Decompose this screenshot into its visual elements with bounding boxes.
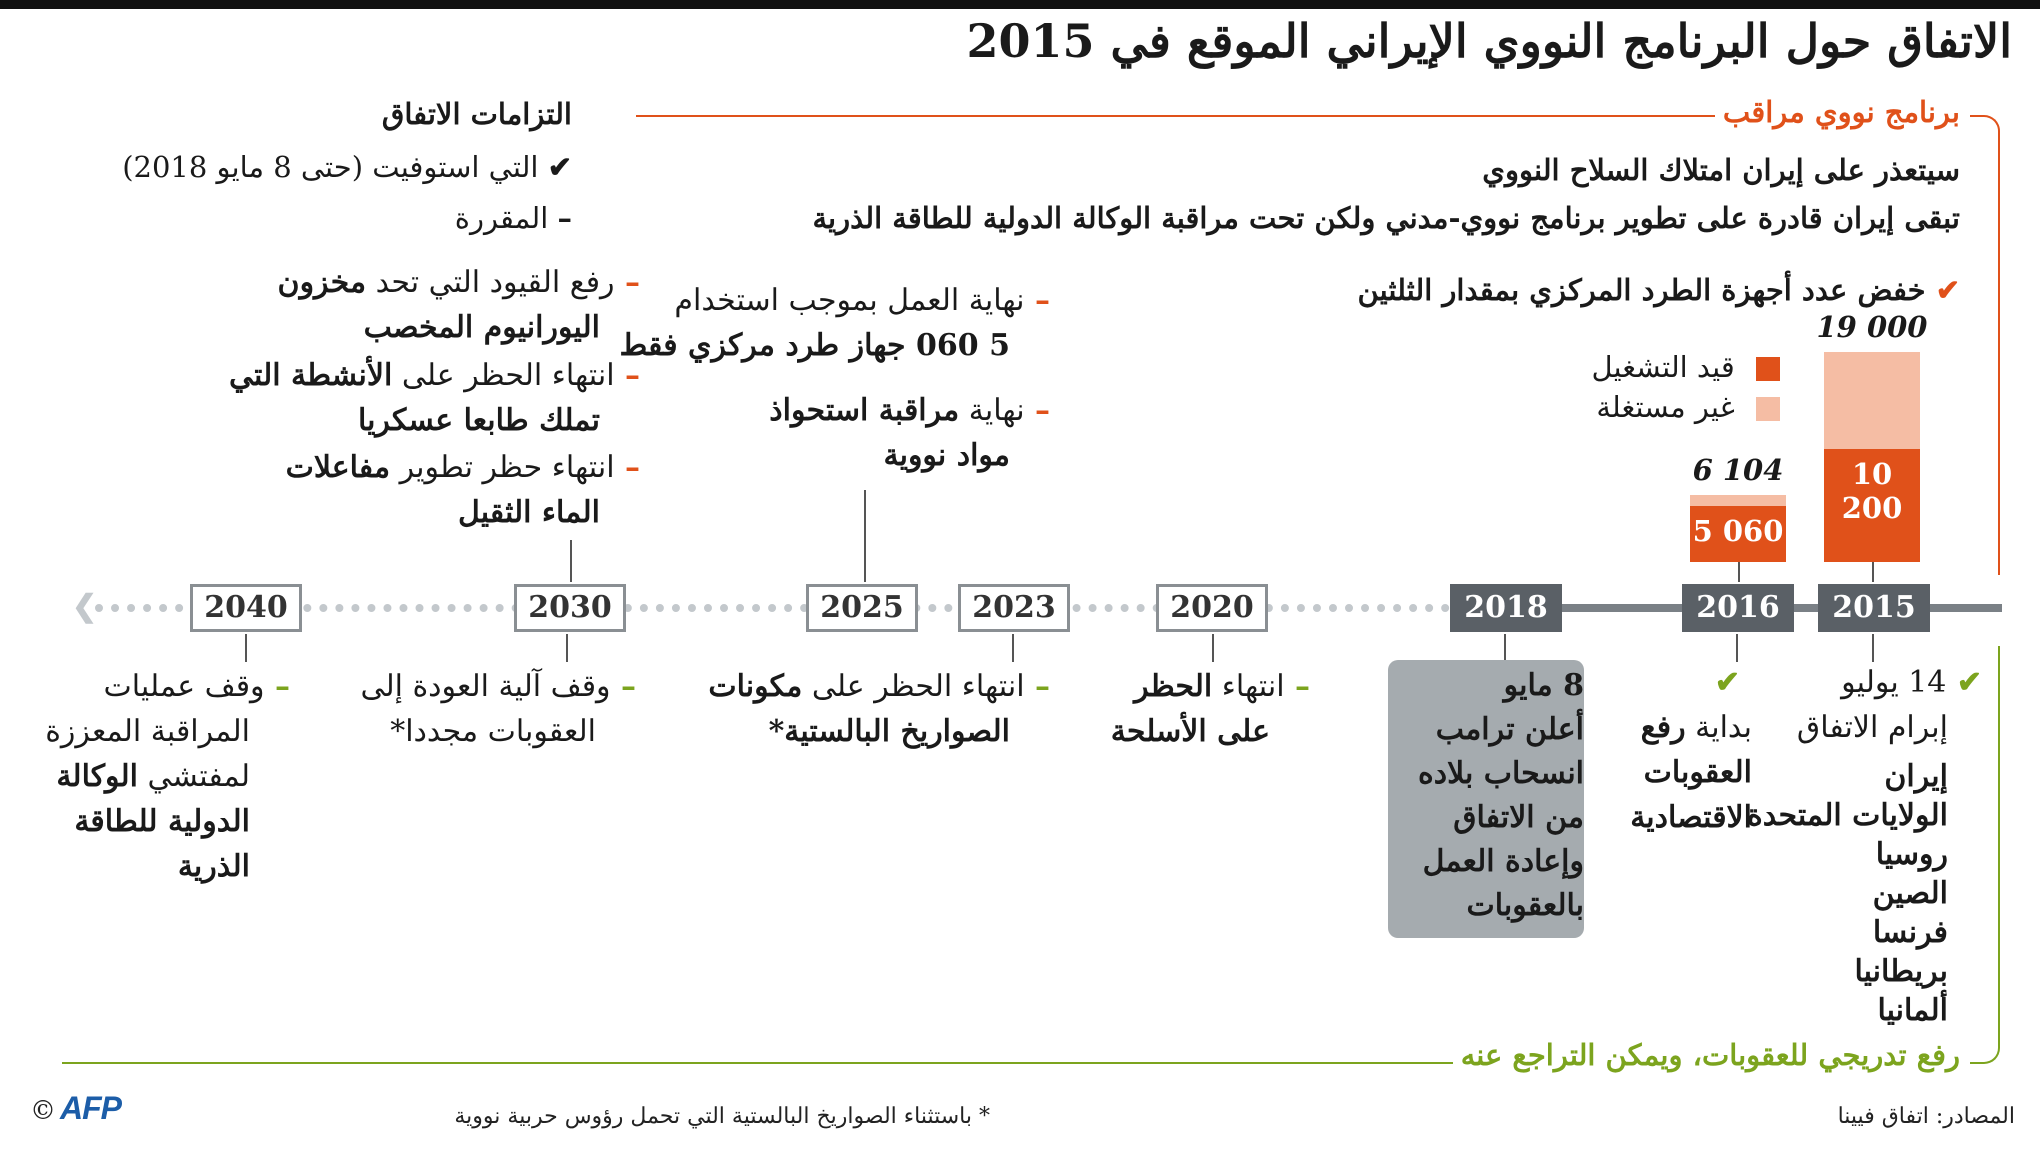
item-2030-uranium-line1: – رفع القيود التي تحد مخزون [277,265,640,300]
connector-2018-below [1504,634,1506,660]
year-2030: 2030 [514,584,626,632]
item-2030-snapback-line1: – وقف آلية العودة إلى [360,669,636,704]
item-2023-missiles-line2: الصواريخ البالستية* [768,714,1010,749]
party-usa: الولايات المتحدة [1747,798,1948,833]
connector-2040-below [245,634,247,662]
item-2015-agreement [1797,660,1982,750]
item-2030-uranium-line2: اليورانيوم المخصب [363,310,600,345]
legend-swatch-operating [1756,357,1780,381]
footnote: * باستثناء الصواريخ البالستية التي تحمل رؤوس حربية نووية [454,1104,990,1129]
item-2020-arms-line1: – انتهاء الحظر [1134,669,1310,704]
connector-2016-below [1736,634,1738,662]
gradual-section-bracket [1970,646,2000,1064]
check-icon: ✔ [1935,273,1960,307]
arrow-left-icon: ❮ [72,589,98,624]
item-2023-missiles-line1: – انتهاء الحظر على مكونات [708,669,1050,704]
page-title: الاتفاق حول البرنامج النووي الإيراني الموقع في 2015 [966,14,2012,68]
dash-icon: – [1024,283,1050,318]
item-2025-monitoring-line2: مواد نووية [883,438,1010,473]
item-2018-line3: انسحاب بلاده [1418,756,1584,791]
item-2030-uranium [278,260,640,350]
item-2015-line2: إبرام الاتفاق [1796,710,1948,745]
item-2030-heavywater-line1: – انتهاء حظر تطوير مفاعلات [285,450,640,485]
party-china: الصين [1872,876,1948,911]
item-2030-snapback [360,664,636,754]
party-britain: بريطانيا [1854,954,1948,989]
connector-2030-below [566,634,568,662]
year-2016: 2016 [1682,584,1794,632]
item-2016-line3: الاقتصادية [1630,800,1752,835]
year-2015: 2015 [1818,584,1930,632]
item-2025-monitoring [769,388,1050,478]
dash-icon: – [557,201,572,235]
monitored-section-line [636,115,1734,117]
legend-unused: غير مستغلة [1596,385,1780,429]
gradual-section-label: رفع تدريجي للعقوبات، ويمكن التراجع عنه [1453,1038,1968,1072]
gradual-section-line [62,1062,1470,1064]
bar-2015-operating-label: 10 200 [1841,457,1903,526]
check-icon: ✔ [547,150,572,184]
monitored-section-label: برنامج نووي مراقب [1715,95,1968,129]
legend-swatch-unused [1756,397,1780,421]
item-2018-date: 8 مايو [1503,668,1584,703]
year-2025: 2025 [806,584,918,632]
item-2018-line5: وإعادة العمل [1422,844,1584,879]
year-2018: 2018 [1450,584,1562,632]
item-2018-line6: بالعقوبات [1466,888,1584,923]
item-2025-centrifuges-line1: – نهاية العمل بموجب استخدام [674,283,1050,318]
item-2015-parties [1747,757,1948,1030]
dash-icon: – [614,450,640,485]
centrifuge-heading: ✔ خفض عدد أجهزة الطرد المركزي بمقدار الثلثين [1357,273,1960,307]
party-iran: إيران [1884,759,1948,794]
connector-2015-bar [1872,562,1874,582]
item-2018-text [1418,664,1584,928]
top-bar [0,0,2040,9]
bar-2016-unused [1690,495,1786,507]
item-2040-line2: المراقبة المعززة [45,714,250,749]
item-2025-centrifuges-line2: 5 060 جهاز طرد مركزي فقط [619,328,1010,363]
dash-icon: – [614,265,640,300]
item-2040-monitoring [45,664,290,889]
dash-icon: – [610,669,636,704]
item-2016-line1: بداية رفع [1640,710,1752,745]
legend-fulfilled: ✔ التي استوفيت (حتى 8 مايو 2018) [122,150,572,184]
item-2030-military-line2: تملك طابعا عسكريا [357,403,600,438]
year-2040: 2040 [190,584,302,632]
item-2016-line2: العقوبات [1643,755,1752,790]
connector-2016-bar [1738,562,1740,582]
dash-icon: – [1024,669,1050,704]
monitored-section-bracket [1970,115,2000,575]
intro-line-1: سيتعذر على إيران امتلاك السلاح النووي [1482,153,1960,187]
connector-2020-below [1212,634,1214,662]
copyright-symbol: © [30,1096,56,1126]
item-2040-line1: – وقف عمليات [103,669,290,704]
dash-icon: – [1024,393,1050,428]
bar-2015-unused [1824,352,1920,449]
item-2040-line4: الدولية للطاقة [74,804,250,839]
afp-logo: AFP [60,1090,121,1126]
legend-scheduled: – المقررة [454,201,572,235]
item-2023-missiles [708,664,1050,754]
item-2015-date: ✔ 14 يوليو [1841,665,1982,700]
legend-operating: قيد التشغيل [1592,345,1781,389]
item-2030-military-line1: – انتهاء الحظر على الأنشطة التي [229,358,640,393]
connector-2015-below [1872,634,1874,662]
intro-line-2: تبقى إيران قادرة على تطوير برنامج نووي-مدني ولكن تحت مراقبة الوكالة الدولية للطاقة الذرية [812,201,1960,235]
party-germany: ألمانيا [1877,993,1948,1028]
party-russia: روسيا [1875,837,1948,872]
year-2023: 2023 [958,584,1070,632]
party-france: فرنسا [1872,915,1948,950]
item-2030-heavywater [286,445,640,535]
source-note: المصادر: اتفاق فيينا [1837,1104,2015,1129]
item-2020-arms-line2: على الأسلحة [1110,714,1270,749]
item-2030-heavywater-line2: الماء الثقيل [458,495,600,530]
dash-icon: – [614,358,640,393]
year-2020: 2020 [1156,584,1268,632]
connector-2030-above [570,540,572,582]
item-2040-line3: لمفتشي الوكالة [56,759,250,794]
item-2020-arms [1111,664,1310,754]
item-2025-monitoring-line1: – نهاية مراقبة استحواذ [769,393,1050,428]
dash-icon: – [264,669,290,704]
connector-2025-above [864,490,866,582]
item-2018-line2: أعلن ترامب [1435,712,1584,747]
item-2025-centrifuges [620,278,1050,368]
item-2030-snapback-line2: العقوبات مجددا* [390,714,596,749]
bar-2016-operating-label: 5 060 [1692,514,1784,549]
item-2040-line5: الذرية [177,849,250,884]
item-2030-military [229,353,640,443]
check-icon: ✔ [1946,665,1982,700]
commitments-heading: التزامات الاتفاق [381,97,572,131]
check-icon: ✔ [1714,665,1740,700]
item-2016-sanctions [1630,660,1752,840]
bar-2015-total-label: 19 000 [1816,310,1928,344]
connector-2023-below [1012,634,1014,662]
bar-2016-total-label: 6 104 [1692,452,1784,487]
item-2018-line4: من الاتفاق [1453,800,1584,835]
dash-icon: – [1284,669,1310,704]
